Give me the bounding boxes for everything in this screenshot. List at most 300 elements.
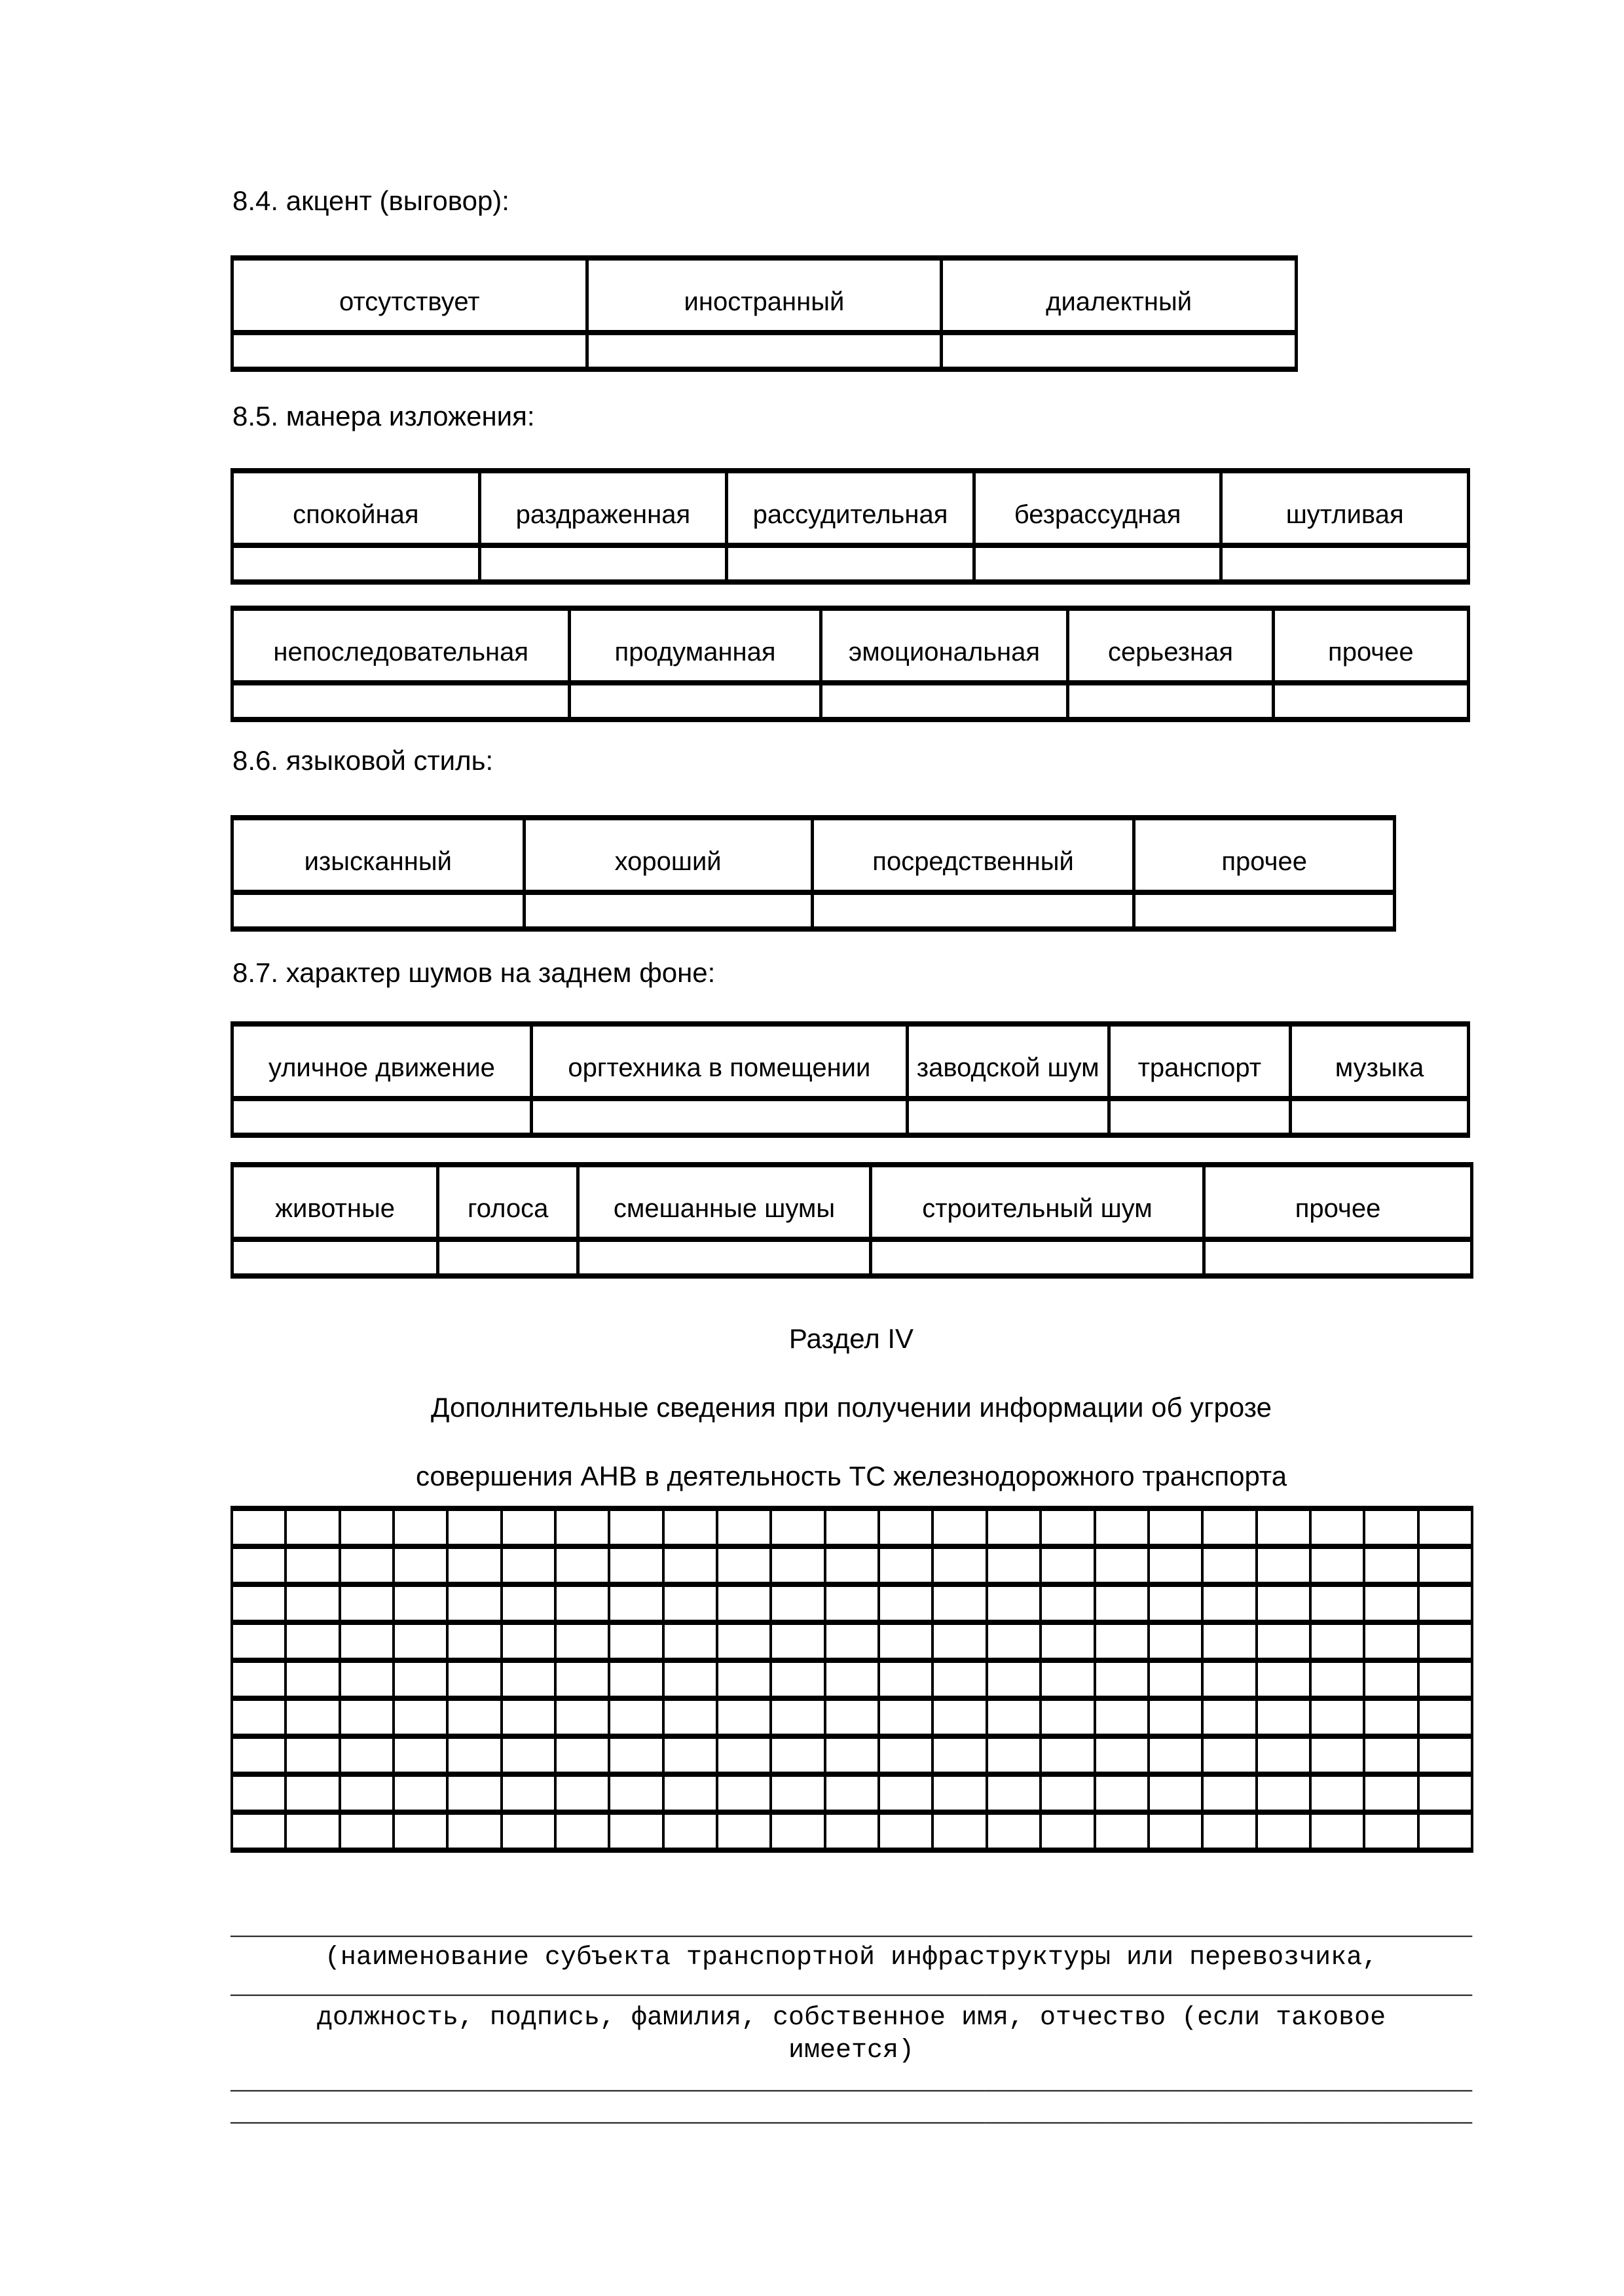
grid-cell xyxy=(1364,1698,1418,1736)
option-label: строительный шум xyxy=(870,1165,1204,1239)
option-label: рассудительная xyxy=(727,471,974,545)
grid-cell xyxy=(1149,1736,1202,1774)
grid-cell xyxy=(447,1660,501,1698)
grid-cell xyxy=(394,1774,447,1812)
grid-row xyxy=(232,1698,1472,1736)
grid-cell xyxy=(502,1622,555,1660)
option-cell-empty xyxy=(232,1099,532,1135)
grid-cell xyxy=(1364,1546,1418,1584)
option-cell-empty xyxy=(232,1239,438,1276)
table-answer-row xyxy=(232,545,1469,582)
section-8-5-heading: 8.5. манера изложения: xyxy=(232,401,535,431)
grid-cell xyxy=(1310,1622,1364,1660)
grid-cell xyxy=(502,1736,555,1774)
grid-cell xyxy=(1095,1508,1149,1546)
grid-cell xyxy=(340,1508,394,1546)
grid-cell xyxy=(771,1622,824,1660)
grid-cell xyxy=(879,1508,932,1546)
grid-cell xyxy=(1418,1698,1472,1736)
grid-cell xyxy=(1202,1584,1256,1622)
grid-cell xyxy=(394,1584,447,1622)
grid-cell xyxy=(1041,1546,1094,1584)
grid-cell xyxy=(825,1698,879,1736)
grid-cell xyxy=(879,1774,932,1812)
grid-cell xyxy=(1418,1774,1472,1812)
option-cell-empty xyxy=(531,1099,907,1135)
section-8-6-heading: 8.6. языковой стиль: xyxy=(232,745,494,776)
grid-cell xyxy=(394,1736,447,1774)
grid-cell xyxy=(286,1546,339,1584)
option-cell-empty xyxy=(578,1239,871,1276)
grid-cell xyxy=(825,1660,879,1698)
grid-cell xyxy=(286,1508,339,1546)
grid-cell xyxy=(1418,1584,1472,1622)
option-label: диалектный xyxy=(942,258,1297,333)
section-8-4-heading: 8.4. акцент (выговор): xyxy=(232,185,509,216)
grid-cell xyxy=(1149,1546,1202,1584)
table-header-row xyxy=(232,471,1469,545)
signature-rule-1: _______________________________________________________________________________ xyxy=(231,1913,1473,1942)
grid-cell xyxy=(1310,1774,1364,1812)
option-label: спокойная xyxy=(232,471,480,545)
grid-cell xyxy=(502,1774,555,1812)
grid-cell xyxy=(1364,1508,1418,1546)
option-cell-empty xyxy=(1134,892,1395,929)
grid-cell xyxy=(1310,1736,1364,1774)
signature-rule-2: _______________________________________________________________________________ xyxy=(231,1972,1473,2001)
grid-cell xyxy=(663,1508,717,1546)
grid-cell xyxy=(340,1698,394,1736)
grid-cell xyxy=(232,1774,286,1812)
grid-cell xyxy=(1364,1774,1418,1812)
option-cell-empty xyxy=(232,683,570,720)
grid-cell xyxy=(1095,1584,1149,1622)
grid-cell xyxy=(1149,1812,1202,1850)
option-label: смешанные шумы xyxy=(578,1165,871,1239)
grid-cell xyxy=(394,1812,447,1850)
grid-cell xyxy=(609,1508,663,1546)
grid-cell xyxy=(609,1698,663,1736)
grid-cell xyxy=(1310,1812,1364,1850)
grid-cell xyxy=(609,1736,663,1774)
grid-cell xyxy=(879,1698,932,1736)
grid-cell xyxy=(717,1774,771,1812)
grid-cell xyxy=(717,1622,771,1660)
option-cell-empty xyxy=(524,892,812,929)
grid-cell xyxy=(286,1622,339,1660)
grid-cell xyxy=(555,1698,609,1736)
option-cell-empty xyxy=(942,333,1297,369)
grid-cell xyxy=(609,1812,663,1850)
grid-cell xyxy=(1257,1508,1310,1546)
grid-cell xyxy=(932,1584,986,1622)
grid-cell xyxy=(879,1812,932,1850)
grid-cell xyxy=(555,1660,609,1698)
grid-cell xyxy=(987,1546,1041,1584)
option-label: прочее xyxy=(1204,1165,1472,1239)
grid-cell xyxy=(609,1584,663,1622)
grid-cell xyxy=(447,1622,501,1660)
grid-cell xyxy=(717,1736,771,1774)
grid-cell xyxy=(987,1698,1041,1736)
option-cell-empty xyxy=(727,545,974,582)
grid-cell xyxy=(1202,1698,1256,1736)
grid-cell xyxy=(232,1584,286,1622)
grid-cell xyxy=(1095,1698,1149,1736)
grid-cell xyxy=(1202,1508,1256,1546)
grid-cell xyxy=(502,1660,555,1698)
signature-rule-3: _______________________________________________________________________________ xyxy=(231,2068,1473,2097)
grid-cell xyxy=(232,1622,286,1660)
grid-cell xyxy=(1041,1698,1094,1736)
grid-cell xyxy=(1257,1812,1310,1850)
grid-cell xyxy=(1149,1660,1202,1698)
grid-cell xyxy=(609,1546,663,1584)
grid-cell xyxy=(1310,1508,1364,1546)
grid-cell xyxy=(394,1622,447,1660)
signature-caption-3: имеется) xyxy=(788,2036,915,2066)
option-cell-empty xyxy=(1204,1239,1472,1276)
grid-cell xyxy=(663,1660,717,1698)
grid-cell xyxy=(394,1660,447,1698)
signature-caption-2: должность, подпись, фамилия, собственное имя, отчество (если таковое xyxy=(316,2003,1386,2033)
section-4-subtitle-line-2: совершения АНВ в деятельность ТС железнодорожного транспорта xyxy=(415,1461,1287,1491)
option-label: посредственный xyxy=(812,818,1134,892)
grid-row xyxy=(232,1622,1472,1660)
table-answer-row xyxy=(232,333,1297,369)
grid-cell xyxy=(879,1584,932,1622)
grid-cell xyxy=(825,1812,879,1850)
section-8-7-heading: 8.7. характер шумов на заднем фоне: xyxy=(232,957,716,988)
grid-cell xyxy=(717,1508,771,1546)
grid-cell xyxy=(340,1736,394,1774)
grid-cell xyxy=(286,1736,339,1774)
option-label: изысканный xyxy=(232,818,525,892)
grid-cell xyxy=(1257,1774,1310,1812)
signature-caption-1: (наименование субъекта транспортной инфраструктуры или перевозчика, xyxy=(324,1943,1378,1973)
grid-cell xyxy=(394,1698,447,1736)
grid-cell xyxy=(987,1584,1041,1622)
grid-cell xyxy=(232,1736,286,1774)
grid-cell xyxy=(879,1622,932,1660)
grid-cell xyxy=(771,1698,824,1736)
grid-cell xyxy=(1202,1546,1256,1584)
signature-rule-4: _______________________________________________________________________________ xyxy=(231,2100,1473,2129)
grid-cell xyxy=(663,1812,717,1850)
grid-cell xyxy=(663,1698,717,1736)
option-cell-empty xyxy=(1221,545,1469,582)
grid-cell xyxy=(447,1546,501,1584)
table-answer-row xyxy=(232,892,1395,929)
option-label: отсутствует xyxy=(232,258,587,333)
grid-cell xyxy=(771,1508,824,1546)
grid-cell xyxy=(1149,1584,1202,1622)
option-label: заводской шум xyxy=(907,1024,1109,1099)
grid-cell xyxy=(286,1774,339,1812)
grid-cell xyxy=(286,1698,339,1736)
grid-cell xyxy=(340,1774,394,1812)
option-label: эмоциональная xyxy=(821,608,1068,683)
grid-cell xyxy=(502,1698,555,1736)
grid-cell xyxy=(1257,1698,1310,1736)
grid-cell xyxy=(1364,1660,1418,1698)
accent-options-table xyxy=(231,255,1298,372)
grid-cell xyxy=(879,1660,932,1698)
grid-cell xyxy=(771,1546,824,1584)
option-label: раздраженная xyxy=(479,471,727,545)
grid-cell xyxy=(1149,1774,1202,1812)
option-cell-empty xyxy=(232,892,525,929)
table-header-row xyxy=(232,818,1395,892)
noise-options-table-2 xyxy=(231,1162,1473,1279)
table-header-row xyxy=(232,1024,1469,1099)
option-label: оргтехника в помещении xyxy=(531,1024,907,1099)
option-label: прочее xyxy=(1273,608,1468,683)
grid-cell xyxy=(1041,1660,1094,1698)
option-cell-empty xyxy=(907,1099,1109,1135)
grid-cell xyxy=(771,1736,824,1774)
answer-grid xyxy=(231,1506,1473,1853)
grid-cell xyxy=(987,1622,1041,1660)
grid-cell xyxy=(340,1546,394,1584)
grid-cell xyxy=(825,1546,879,1584)
grid-cell xyxy=(1364,1622,1418,1660)
grid-cell xyxy=(1202,1812,1256,1850)
grid-cell xyxy=(555,1774,609,1812)
option-label: хороший xyxy=(524,818,812,892)
grid-cell xyxy=(879,1736,932,1774)
manner-options-table-2 xyxy=(231,606,1470,722)
grid-cell xyxy=(825,1622,879,1660)
grid-cell xyxy=(717,1660,771,1698)
grid-cell xyxy=(1041,1812,1094,1850)
grid-cell xyxy=(825,1584,879,1622)
grid-cell xyxy=(1418,1812,1472,1850)
grid-cell xyxy=(879,1546,932,1584)
grid-cell xyxy=(340,1622,394,1660)
grid-cell xyxy=(932,1812,986,1850)
option-cell-empty xyxy=(232,333,587,369)
grid-cell xyxy=(609,1622,663,1660)
grid-cell xyxy=(394,1546,447,1584)
grid-cell xyxy=(1364,1812,1418,1850)
grid-cell xyxy=(447,1698,501,1736)
option-cell-empty xyxy=(1291,1099,1469,1135)
grid-cell xyxy=(1202,1660,1256,1698)
grid-cell xyxy=(932,1622,986,1660)
grid-row xyxy=(232,1736,1472,1774)
grid-cell xyxy=(555,1508,609,1546)
grid-cell xyxy=(232,1546,286,1584)
grid-cell xyxy=(609,1774,663,1812)
grid-cell xyxy=(1364,1584,1418,1622)
grid-cell xyxy=(1095,1812,1149,1850)
grid-row xyxy=(232,1584,1472,1622)
grid-cell xyxy=(340,1812,394,1850)
grid-cell xyxy=(340,1660,394,1698)
table-answer-row xyxy=(232,1099,1469,1135)
grid-cell xyxy=(1257,1584,1310,1622)
grid-cell xyxy=(771,1774,824,1812)
grid-cell xyxy=(1418,1660,1472,1698)
option-label: голоса xyxy=(438,1165,578,1239)
grid-row xyxy=(232,1546,1472,1584)
grid-cell xyxy=(1202,1774,1256,1812)
grid-cell xyxy=(771,1812,824,1850)
option-label: серьезная xyxy=(1068,608,1273,683)
grid-cell xyxy=(447,1736,501,1774)
grid-cell xyxy=(555,1812,609,1850)
grid-row xyxy=(232,1660,1472,1698)
table-answer-row xyxy=(232,683,1469,720)
grid-cell xyxy=(987,1736,1041,1774)
grid-cell xyxy=(447,1584,501,1622)
grid-cell xyxy=(1418,1622,1472,1660)
grid-cell xyxy=(555,1622,609,1660)
grid-cell xyxy=(1310,1546,1364,1584)
table-header-row xyxy=(232,608,1469,683)
grid-cell xyxy=(717,1812,771,1850)
grid-cell xyxy=(771,1584,824,1622)
grid-row xyxy=(232,1774,1472,1812)
grid-cell xyxy=(932,1774,986,1812)
option-cell-empty xyxy=(570,683,821,720)
grid-cell xyxy=(555,1736,609,1774)
grid-cell xyxy=(717,1546,771,1584)
grid-cell xyxy=(1149,1622,1202,1660)
option-label: уличное движение xyxy=(232,1024,532,1099)
grid-cell xyxy=(1364,1736,1418,1774)
grid-cell xyxy=(1041,1774,1094,1812)
option-cell-empty xyxy=(587,333,942,369)
grid-cell xyxy=(663,1546,717,1584)
grid-cell xyxy=(1095,1546,1149,1584)
table-answer-row xyxy=(232,1239,1472,1276)
grid-cell xyxy=(502,1584,555,1622)
table-header-row xyxy=(232,1165,1472,1239)
grid-cell xyxy=(1202,1736,1256,1774)
grid-cell xyxy=(394,1508,447,1546)
grid-cell xyxy=(1095,1736,1149,1774)
option-label: безрассудная xyxy=(974,471,1221,545)
answer-grid-table xyxy=(231,1506,1473,1853)
option-cell-empty xyxy=(821,683,1068,720)
grid-cell xyxy=(663,1774,717,1812)
grid-cell xyxy=(286,1660,339,1698)
grid-cell xyxy=(987,1508,1041,1546)
option-label: транспорт xyxy=(1109,1024,1291,1099)
option-label: продуманная xyxy=(570,608,821,683)
grid-cell xyxy=(1041,1622,1094,1660)
grid-cell xyxy=(1257,1736,1310,1774)
option-cell-empty xyxy=(974,545,1221,582)
noise-options-table-1 xyxy=(231,1021,1470,1138)
option-cell-empty xyxy=(870,1239,1204,1276)
grid-cell xyxy=(932,1660,986,1698)
grid-cell xyxy=(1418,1546,1472,1584)
grid-row xyxy=(232,1508,1472,1546)
option-label: непоследовательная xyxy=(232,608,570,683)
grid-cell xyxy=(1095,1660,1149,1698)
grid-cell xyxy=(502,1812,555,1850)
grid-cell xyxy=(447,1774,501,1812)
grid-cell xyxy=(1257,1660,1310,1698)
grid-cell xyxy=(447,1508,501,1546)
grid-cell xyxy=(340,1584,394,1622)
grid-cell xyxy=(663,1736,717,1774)
option-cell-empty xyxy=(438,1239,578,1276)
option-label: иностранный xyxy=(587,258,942,333)
option-cell-empty xyxy=(1273,683,1468,720)
grid-cell xyxy=(717,1698,771,1736)
grid-cell xyxy=(286,1584,339,1622)
grid-cell xyxy=(825,1736,879,1774)
grid-cell xyxy=(825,1774,879,1812)
grid-cell xyxy=(502,1546,555,1584)
option-label: прочее xyxy=(1134,818,1395,892)
grid-cell xyxy=(232,1660,286,1698)
grid-cell xyxy=(609,1660,663,1698)
grid-cell xyxy=(1095,1622,1149,1660)
grid-cell xyxy=(1310,1584,1364,1622)
grid-cell xyxy=(932,1698,986,1736)
section-4-title: Раздел IV xyxy=(788,1323,914,1354)
grid-cell xyxy=(932,1508,986,1546)
grid-cell xyxy=(1418,1508,1472,1546)
grid-cell xyxy=(555,1546,609,1584)
grid-cell xyxy=(987,1812,1041,1850)
grid-cell xyxy=(771,1660,824,1698)
grid-cell xyxy=(232,1508,286,1546)
option-cell-empty xyxy=(1068,683,1273,720)
grid-cell xyxy=(232,1812,286,1850)
grid-cell xyxy=(1041,1508,1094,1546)
grid-cell xyxy=(717,1584,771,1622)
option-cell-empty xyxy=(479,545,727,582)
grid-cell xyxy=(663,1584,717,1622)
grid-cell xyxy=(502,1508,555,1546)
grid-cell xyxy=(286,1812,339,1850)
grid-cell xyxy=(1095,1774,1149,1812)
option-cell-empty xyxy=(1109,1099,1291,1135)
style-options-table xyxy=(231,815,1396,932)
grid-cell xyxy=(932,1736,986,1774)
option-cell-empty xyxy=(232,545,480,582)
grid-cell xyxy=(663,1622,717,1660)
option-label: музыка xyxy=(1291,1024,1469,1099)
grid-cell xyxy=(825,1508,879,1546)
grid-cell xyxy=(232,1698,286,1736)
grid-row xyxy=(232,1812,1472,1850)
grid-cell xyxy=(987,1660,1041,1698)
grid-cell xyxy=(1310,1660,1364,1698)
option-label: животные xyxy=(232,1165,438,1239)
grid-cell xyxy=(1149,1508,1202,1546)
option-label: шутливая xyxy=(1221,471,1469,545)
grid-cell xyxy=(1310,1698,1364,1736)
grid-cell xyxy=(932,1546,986,1584)
section-4-subtitle-line-1: Дополнительные сведения при получении информации об угрозе xyxy=(431,1392,1272,1423)
grid-cell xyxy=(1257,1546,1310,1584)
manner-options-table-1 xyxy=(231,468,1470,585)
grid-cell xyxy=(555,1584,609,1622)
grid-cell xyxy=(1041,1736,1094,1774)
grid-cell xyxy=(1041,1584,1094,1622)
table-header-row xyxy=(232,258,1297,333)
grid-cell xyxy=(447,1812,501,1850)
grid-cell xyxy=(987,1774,1041,1812)
option-cell-empty xyxy=(812,892,1134,929)
